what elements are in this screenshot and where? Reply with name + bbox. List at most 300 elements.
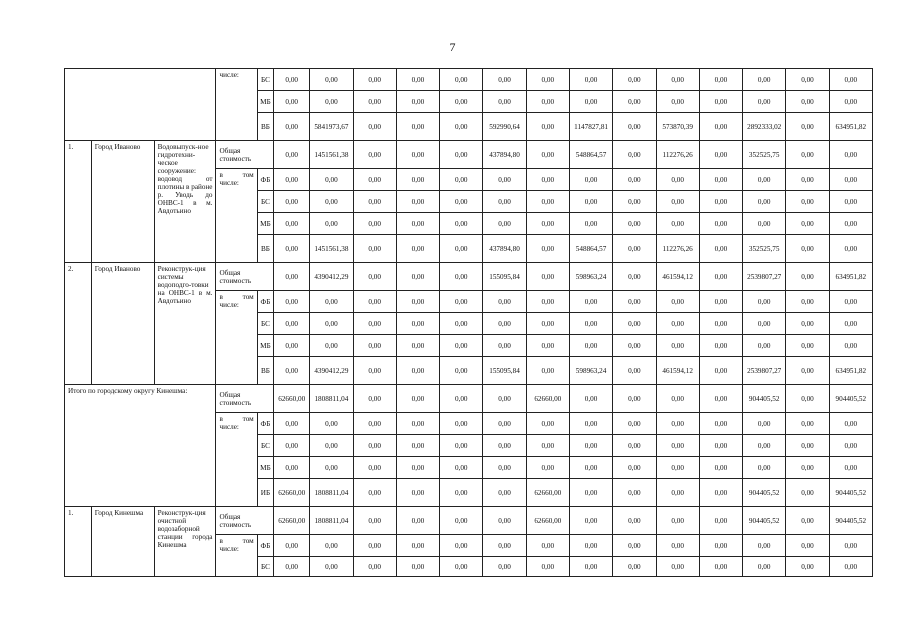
value-cell: 0,00 xyxy=(440,213,483,235)
value-cell: 0,00 xyxy=(396,235,439,263)
value-cell: 0,00 xyxy=(699,479,742,507)
value-cell: 0,00 xyxy=(526,291,569,313)
value-cell: 0,00 xyxy=(440,263,483,291)
value-cell: 0,00 xyxy=(786,413,829,435)
budget-code: БС xyxy=(257,557,273,577)
value-cell: 0,00 xyxy=(699,263,742,291)
value-cell: 1147827,81 xyxy=(569,113,612,141)
value-cell: 0,00 xyxy=(353,435,396,457)
total-cost-label: Общая стоимость xyxy=(216,141,274,169)
value-cell: 0,00 xyxy=(699,91,742,113)
value-cell: 352525,75 xyxy=(743,235,786,263)
value-cell: 0,00 xyxy=(613,479,656,507)
value-cell: 0,00 xyxy=(699,313,742,335)
value-cell: 0,00 xyxy=(526,191,569,213)
value-cell: 155095,84 xyxy=(483,263,526,291)
value-cell: 0,00 xyxy=(699,169,742,191)
value-cell: 0,00 xyxy=(353,113,396,141)
value-cell: 0,00 xyxy=(483,69,526,91)
value-cell: 0,00 xyxy=(483,507,526,535)
value-cell: 548864,57 xyxy=(569,141,612,169)
value-cell: 352525,75 xyxy=(743,141,786,169)
value-cell: 0,00 xyxy=(786,213,829,235)
value-cell: 0,00 xyxy=(274,69,310,91)
value-cell: 4390412,29 xyxy=(310,263,353,291)
value-cell: 0,00 xyxy=(440,413,483,435)
value-cell: 112276,26 xyxy=(656,235,699,263)
value-cell: 598963,24 xyxy=(569,357,612,385)
value-cell: 0,00 xyxy=(353,235,396,263)
budget-code: ВБ xyxy=(257,235,273,263)
value-cell: 0,00 xyxy=(786,141,829,169)
value-cell: 0,00 xyxy=(613,69,656,91)
value-cell: 0,00 xyxy=(786,535,829,557)
value-cell: 2539807,27 xyxy=(743,263,786,291)
value-cell: 62660,00 xyxy=(274,385,310,413)
table-row xyxy=(65,69,873,91)
table-row xyxy=(65,507,873,535)
value-cell: 0,00 xyxy=(274,335,310,357)
value-cell: 0,00 xyxy=(396,457,439,479)
value-cell: 0,00 xyxy=(613,191,656,213)
value-cell: 0,00 xyxy=(829,535,872,557)
value-cell: 0,00 xyxy=(310,435,353,457)
value-cell: 0,00 xyxy=(829,69,872,91)
value-cell: 0,00 xyxy=(310,457,353,479)
value-cell: 0,00 xyxy=(274,263,310,291)
value-cell: 0,00 xyxy=(613,435,656,457)
value-cell: 0,00 xyxy=(483,479,526,507)
value-cell: 0,00 xyxy=(353,313,396,335)
value-cell: 0,00 xyxy=(613,507,656,535)
value-cell: 0,00 xyxy=(743,313,786,335)
value-cell: 0,00 xyxy=(743,191,786,213)
value-cell: 0,00 xyxy=(353,457,396,479)
value-cell: 0,00 xyxy=(786,235,829,263)
value-cell: 0,00 xyxy=(440,91,483,113)
value-cell: 0,00 xyxy=(396,191,439,213)
value-cell: 0,00 xyxy=(310,191,353,213)
value-cell: 1451561,38 xyxy=(310,141,353,169)
value-cell: 0,00 xyxy=(353,91,396,113)
value-cell: 0,00 xyxy=(829,457,872,479)
value-cell: 0,00 xyxy=(396,113,439,141)
value-cell: 0,00 xyxy=(353,141,396,169)
value-cell: 1808811,04 xyxy=(310,507,353,535)
value-cell: 0,00 xyxy=(353,69,396,91)
value-cell: 2539807,27 xyxy=(743,357,786,385)
value-cell: 0,00 xyxy=(786,357,829,385)
value-cell: 0,00 xyxy=(310,335,353,357)
value-cell: 0,00 xyxy=(569,169,612,191)
value-cell: 0,00 xyxy=(526,435,569,457)
value-cell: 0,00 xyxy=(743,557,786,577)
value-cell: 0,00 xyxy=(310,213,353,235)
value-cell: 0,00 xyxy=(526,357,569,385)
value-cell: 0,00 xyxy=(396,169,439,191)
value-cell: 0,00 xyxy=(353,357,396,385)
value-cell: 0,00 xyxy=(526,413,569,435)
budget-code: ФБ xyxy=(257,413,273,435)
value-cell: 112276,26 xyxy=(656,141,699,169)
value-cell: 0,00 xyxy=(569,213,612,235)
value-cell: 0,00 xyxy=(274,213,310,235)
value-cell: 0,00 xyxy=(526,263,569,291)
value-cell: 0,00 xyxy=(569,479,612,507)
value-cell: 0,00 xyxy=(786,291,829,313)
value-cell: 0,00 xyxy=(786,385,829,413)
value-cell: 0,00 xyxy=(569,91,612,113)
value-cell: 0,00 xyxy=(526,141,569,169)
object-name: Реконструк-ция системы водоподго-товки на ОНВС-1 в м. Авдотьино xyxy=(154,263,216,385)
value-cell: 62660,00 xyxy=(526,479,569,507)
item-number: 2. xyxy=(65,263,92,385)
value-cell: 0,00 xyxy=(483,557,526,577)
value-cell: 904405,52 xyxy=(743,479,786,507)
budget-code: ФБ xyxy=(257,291,273,313)
value-cell: 0,00 xyxy=(353,385,396,413)
value-cell: 0,00 xyxy=(396,413,439,435)
value-cell: 0,00 xyxy=(569,507,612,535)
value-cell: 0,00 xyxy=(829,313,872,335)
value-cell: 0,00 xyxy=(569,335,612,357)
value-cell: 0,00 xyxy=(656,169,699,191)
value-cell: 0,00 xyxy=(656,413,699,435)
breakdown-label: в том числе: xyxy=(216,291,257,385)
value-cell: 461594,12 xyxy=(656,263,699,291)
value-cell: 0,00 xyxy=(440,479,483,507)
breakdown-label: в том числе: xyxy=(216,169,257,263)
value-cell: 0,00 xyxy=(829,141,872,169)
value-cell: 0,00 xyxy=(396,385,439,413)
value-cell: 634951,82 xyxy=(829,113,872,141)
value-cell: 0,00 xyxy=(274,535,310,557)
value-cell: 0,00 xyxy=(440,507,483,535)
value-cell: 0,00 xyxy=(353,479,396,507)
value-cell: 1808811,04 xyxy=(310,479,353,507)
value-cell: 0,00 xyxy=(786,479,829,507)
table-body xyxy=(65,69,873,577)
value-cell: 0,00 xyxy=(699,235,742,263)
value-cell: 0,00 xyxy=(483,435,526,457)
value-cell: 0,00 xyxy=(786,557,829,577)
value-cell: 0,00 xyxy=(786,91,829,113)
value-cell: 0,00 xyxy=(829,435,872,457)
territory-name: Город Иваново xyxy=(91,141,154,263)
value-cell: 0,00 xyxy=(274,435,310,457)
value-cell: 0,00 xyxy=(310,291,353,313)
value-cell: 0,00 xyxy=(829,291,872,313)
value-cell: 0,00 xyxy=(353,413,396,435)
value-cell: 0,00 xyxy=(613,385,656,413)
value-cell: 0,00 xyxy=(699,385,742,413)
value-cell: 0,00 xyxy=(829,213,872,235)
page-number: 7 xyxy=(449,40,456,54)
value-cell: 0,00 xyxy=(743,69,786,91)
value-cell: 0,00 xyxy=(353,535,396,557)
value-cell: 0,00 xyxy=(274,457,310,479)
value-cell: 0,00 xyxy=(786,335,829,357)
value-cell: 0,00 xyxy=(743,91,786,113)
value-cell: 0,00 xyxy=(786,457,829,479)
value-cell: 0,00 xyxy=(743,457,786,479)
value-cell: 0,00 xyxy=(440,169,483,191)
value-cell: 0,00 xyxy=(569,191,612,213)
value-cell: 0,00 xyxy=(353,263,396,291)
value-cell: 592990,64 xyxy=(483,113,526,141)
breakdown-label: в том числе: xyxy=(216,413,257,507)
value-cell: 0,00 xyxy=(569,313,612,335)
value-cell: 62660,00 xyxy=(274,507,310,535)
value-cell: 0,00 xyxy=(786,169,829,191)
value-cell: 0,00 xyxy=(743,435,786,457)
value-cell: 0,00 xyxy=(569,69,612,91)
value-cell: 0,00 xyxy=(656,435,699,457)
value-cell: 0,00 xyxy=(353,335,396,357)
value-cell: 0,00 xyxy=(440,457,483,479)
value-cell: 634951,82 xyxy=(829,263,872,291)
value-cell: 0,00 xyxy=(353,557,396,577)
value-cell: 0,00 xyxy=(440,141,483,169)
value-cell: 0,00 xyxy=(396,335,439,357)
table-row xyxy=(65,385,873,413)
value-cell: 0,00 xyxy=(656,213,699,235)
value-cell: 0,00 xyxy=(786,113,829,141)
value-cell: 0,00 xyxy=(440,235,483,263)
value-cell: 0,00 xyxy=(656,479,699,507)
value-cell: 0,00 xyxy=(526,169,569,191)
value-cell: 0,00 xyxy=(569,413,612,435)
value-cell: 0,00 xyxy=(743,335,786,357)
value-cell: 0,00 xyxy=(569,535,612,557)
value-cell: 0,00 xyxy=(310,413,353,435)
value-cell: 4390412,29 xyxy=(310,357,353,385)
value-cell: 0,00 xyxy=(310,91,353,113)
value-cell: 0,00 xyxy=(656,557,699,577)
value-cell: 904405,52 xyxy=(829,507,872,535)
value-cell: 0,00 xyxy=(569,557,612,577)
value-cell: 0,00 xyxy=(699,357,742,385)
table-row xyxy=(65,263,873,291)
value-cell: 0,00 xyxy=(699,535,742,557)
value-cell: 0,00 xyxy=(743,535,786,557)
value-cell: 155095,84 xyxy=(483,357,526,385)
value-cell: 0,00 xyxy=(656,313,699,335)
value-cell: 0,00 xyxy=(613,141,656,169)
value-cell: 2892333,02 xyxy=(743,113,786,141)
value-cell: 0,00 xyxy=(743,413,786,435)
value-cell: 0,00 xyxy=(353,191,396,213)
total-cost-label: Общая стоимость xyxy=(216,385,274,413)
value-cell: 0,00 xyxy=(656,335,699,357)
table-row xyxy=(65,141,873,169)
value-cell: 0,00 xyxy=(613,535,656,557)
value-cell: 0,00 xyxy=(613,335,656,357)
value-cell: 0,00 xyxy=(440,557,483,577)
value-cell: 0,00 xyxy=(396,213,439,235)
budget-code: БС xyxy=(257,191,273,213)
value-cell: 0,00 xyxy=(569,435,612,457)
value-cell: 0,00 xyxy=(829,557,872,577)
value-cell: 0,00 xyxy=(699,291,742,313)
value-cell: 0,00 xyxy=(743,291,786,313)
value-cell: 0,00 xyxy=(786,435,829,457)
value-cell: 0,00 xyxy=(274,313,310,335)
budget-code: БС xyxy=(257,435,273,457)
value-cell: 0,00 xyxy=(274,91,310,113)
value-cell: 0,00 xyxy=(829,169,872,191)
budget-code: ВБ xyxy=(257,357,273,385)
value-cell: 0,00 xyxy=(526,113,569,141)
value-cell: 0,00 xyxy=(396,69,439,91)
value-cell: 62660,00 xyxy=(274,479,310,507)
value-cell: 0,00 xyxy=(396,479,439,507)
value-cell: 0,00 xyxy=(396,535,439,557)
value-cell: 0,00 xyxy=(656,385,699,413)
item-number: 1. xyxy=(65,141,92,263)
value-cell: 634951,82 xyxy=(829,357,872,385)
value-cell: 0,00 xyxy=(699,191,742,213)
district-total-label: Итого по городскому округу Кинешма: xyxy=(65,385,216,507)
value-cell: 1808811,04 xyxy=(310,385,353,413)
value-cell: 0,00 xyxy=(699,113,742,141)
value-cell: 0,00 xyxy=(699,557,742,577)
financing-table-container xyxy=(64,68,873,577)
value-cell: 461594,12 xyxy=(656,357,699,385)
value-cell: 0,00 xyxy=(526,557,569,577)
value-cell: 0,00 xyxy=(310,169,353,191)
value-cell: 0,00 xyxy=(440,69,483,91)
value-cell: 0,00 xyxy=(274,169,310,191)
budget-code: МБ xyxy=(257,213,273,235)
value-cell: 0,00 xyxy=(613,291,656,313)
value-cell: 62660,00 xyxy=(526,385,569,413)
financing-table xyxy=(64,68,873,577)
value-cell: 598963,24 xyxy=(569,263,612,291)
total-cost-label: Общая стоимость xyxy=(216,263,274,291)
value-cell: 0,00 xyxy=(483,413,526,435)
value-cell: 0,00 xyxy=(274,235,310,263)
total-cost-label: Общая стоимость xyxy=(216,507,274,535)
value-cell: 0,00 xyxy=(526,213,569,235)
value-cell: 0,00 xyxy=(396,263,439,291)
value-cell: 0,00 xyxy=(396,141,439,169)
breakdown-label: в том числе: xyxy=(216,535,257,577)
value-cell: 0,00 xyxy=(274,557,310,577)
value-cell: 0,00 xyxy=(483,91,526,113)
value-cell: 904405,52 xyxy=(829,385,872,413)
value-cell: 0,00 xyxy=(656,69,699,91)
value-cell: 573870,39 xyxy=(656,113,699,141)
value-cell: 548864,57 xyxy=(569,235,612,263)
value-cell: 0,00 xyxy=(440,435,483,457)
value-cell: 0,00 xyxy=(613,313,656,335)
value-cell: 904405,52 xyxy=(743,507,786,535)
value-cell: 0,00 xyxy=(440,291,483,313)
value-cell: 0,00 xyxy=(310,313,353,335)
budget-code: МБ xyxy=(257,457,273,479)
value-cell: 0,00 xyxy=(274,113,310,141)
budget-code: БС xyxy=(257,69,273,91)
value-cell: 0,00 xyxy=(440,385,483,413)
object-name: Реконструк-ция очистной водозаборной станции города Кинешма xyxy=(154,507,216,577)
value-cell: 0,00 xyxy=(440,335,483,357)
budget-code: ИБ xyxy=(257,479,273,507)
value-cell: 0,00 xyxy=(613,213,656,235)
value-cell: 0,00 xyxy=(526,313,569,335)
value-cell: 0,00 xyxy=(569,457,612,479)
value-cell: 0,00 xyxy=(483,191,526,213)
budget-code: БС xyxy=(257,313,273,335)
value-cell: 0,00 xyxy=(786,507,829,535)
value-cell: 0,00 xyxy=(786,191,829,213)
value-cell: 0,00 xyxy=(483,169,526,191)
value-cell: 0,00 xyxy=(699,413,742,435)
value-cell: 0,00 xyxy=(613,457,656,479)
value-cell: 0,00 xyxy=(786,313,829,335)
value-cell: 0,00 xyxy=(274,413,310,435)
value-cell: 0,00 xyxy=(569,385,612,413)
value-cell: 0,00 xyxy=(396,435,439,457)
value-cell: 0,00 xyxy=(526,335,569,357)
value-cell: 0,00 xyxy=(526,457,569,479)
value-cell: 0,00 xyxy=(829,191,872,213)
budget-code: ФБ xyxy=(257,535,273,557)
budget-code: МБ xyxy=(257,335,273,357)
value-cell: 0,00 xyxy=(699,435,742,457)
value-cell: 0,00 xyxy=(353,213,396,235)
value-cell: 0,00 xyxy=(743,169,786,191)
value-cell: 0,00 xyxy=(613,113,656,141)
value-cell: 0,00 xyxy=(569,291,612,313)
value-cell: 0,00 xyxy=(483,535,526,557)
value-cell: 0,00 xyxy=(613,91,656,113)
value-cell: 0,00 xyxy=(310,535,353,557)
value-cell: 0,00 xyxy=(656,457,699,479)
value-cell: 904405,52 xyxy=(829,479,872,507)
value-cell: 0,00 xyxy=(483,213,526,235)
value-cell: 0,00 xyxy=(396,91,439,113)
value-cell: 0,00 xyxy=(526,235,569,263)
value-cell: 0,00 xyxy=(613,413,656,435)
value-cell: 5841973,67 xyxy=(310,113,353,141)
value-cell: 0,00 xyxy=(274,141,310,169)
value-cell: 0,00 xyxy=(274,357,310,385)
value-cell: 0,00 xyxy=(613,263,656,291)
value-cell: 0,00 xyxy=(396,313,439,335)
value-cell: 0,00 xyxy=(353,507,396,535)
value-cell: 0,00 xyxy=(699,335,742,357)
value-cell: 0,00 xyxy=(699,141,742,169)
left-block-empty xyxy=(65,69,216,141)
budget-code: МБ xyxy=(257,91,273,113)
value-cell: 0,00 xyxy=(786,263,829,291)
value-cell: 0,00 xyxy=(656,535,699,557)
value-cell: 0,00 xyxy=(699,69,742,91)
value-cell: 0,00 xyxy=(699,457,742,479)
value-cell: 0,00 xyxy=(440,357,483,385)
value-cell: 0,00 xyxy=(440,113,483,141)
value-cell: 0,00 xyxy=(743,213,786,235)
value-cell: 0,00 xyxy=(613,169,656,191)
value-cell: 1451561,38 xyxy=(310,235,353,263)
value-cell: 0,00 xyxy=(483,291,526,313)
value-cell: 0,00 xyxy=(829,413,872,435)
value-cell: 0,00 xyxy=(483,313,526,335)
value-cell: 0,00 xyxy=(656,91,699,113)
value-cell: 62660,00 xyxy=(526,507,569,535)
value-cell: 0,00 xyxy=(310,557,353,577)
